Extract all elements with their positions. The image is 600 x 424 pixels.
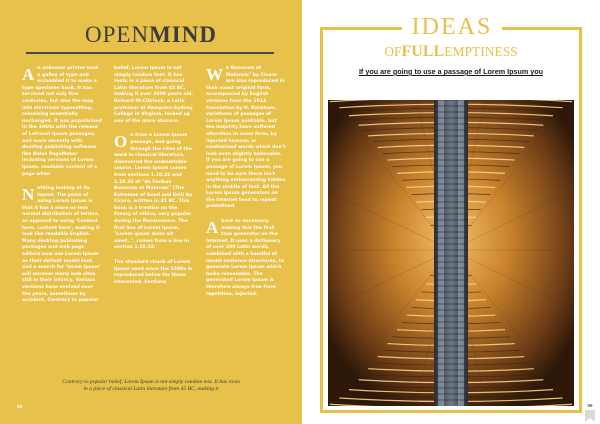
right-subheading: [320, 43, 582, 61]
paragraph: [206, 219, 286, 298]
paragraph: [114, 133, 194, 252]
right-subtitle: If you are going to use a passage of Lorem Ipsum you: [358, 67, 544, 76]
drop-cap: N: [22, 185, 35, 205]
right-heading: IDEAS: [402, 14, 502, 41]
page-number-right: 09: [587, 403, 593, 408]
drop-cap: A: [206, 218, 219, 238]
atrium-photo: [328, 100, 574, 406]
atrium-illustration: [328, 100, 574, 406]
text-column-2: [114, 66, 194, 294]
paragraph-text: n from a Lorem Ipsum passage, and going through the cites of the word in classical literature, discovered the undoubtable source. Lorem Ipsum comes from sections 1.10.32 and 1.10.33 of "de Finibus Bonorum et Malorum" (The Extremes of Good and Evil) by Cicero, written in 45 BC. This book is a treatise on the theory of ethics, very popular during the Renaissance. The first line of Lorem Ipsum, "Lorem ipsum dolor sit amet..", comes from a line in section 1.10.32.: [114, 133, 193, 251]
paragraph-text: n unknown printer took a galley of type and scrambled it to make a type specimen book. It has survived not only five centuries, but also the leap into electronic typesetting, remaining essentially unchanged. It was popularised in the 1960s with the release of Letraset Ipsum passages, and more recently with desktop publishing software like Aldus PageMaker including versions of Lorem Ipsum. readable content of a page when: [22, 66, 102, 177]
drop-cap: O: [114, 132, 128, 152]
paragraph: [22, 186, 102, 305]
text-column-1: [22, 66, 102, 313]
drop-cap: A: [22, 65, 35, 84]
title-bold: MIND: [149, 22, 217, 47]
title-divider: [26, 52, 274, 54]
paragraph-text: othing looking at its layout. The point of using Lorem Ipsum is that it has a more-or-less normal distribution of letters, as opposed to using 'Content here, content here', making it look like readable English. Many desktop publishing packages and web page editors now use Lorem Ipsum as their default model text, and a search for 'lorem ipsum' will uncover many web sites still in their infancy. Various versions have evolved over the years, sometimes by accident, Contrary to popular: [22, 186, 101, 304]
pull-quote: Contrary to popular belief, Lorem Ipsum is not simply random text. It has roots in a piece of classical Latin literature from 45 BC, making it: [62, 379, 240, 392]
paragraph-text: belief, Lorem Ipsum is not simply random text. It has roots in a piece of classical Latin literature from 45 BC, making it over 2000 years old. Richard McClintock, a Latin professor at Hampden-Sydney College in Virginia, looked up one of the more obscure.: [114, 66, 194, 124]
page-number-left: 08: [17, 404, 23, 409]
paragraph-text: The standard chunk of Lorem Ipsum used since the 1500s is reproduced below for those interested. Sections: [114, 260, 193, 285]
drop-cap: W: [206, 65, 223, 84]
subheading-part-1: OF: [384, 44, 402, 59]
paragraph-text: e Bonorum et Malorum" by Cicero are also reproduced in their exact original form, accompanied by English versions from the 1914 translation by H. Rackham. variations of passages of Lorem Ipsum available, but the majority have suffered alteration in some form, by injected humour, or randomised words which don't look even slightly believable. If you are going to use a passage of Lorem Ipsum, you need to be sure there isn't anything embarrassing hidden in the middle of text. All the Lorem Ipsum generators on the Internet tend to repeat predefined.: [206, 66, 286, 210]
page-title: [0, 22, 302, 48]
paragraph: [114, 260, 194, 286]
title-light: OPEN: [85, 22, 150, 47]
paragraph: [206, 66, 286, 211]
subheading-part-3: EMPTINESS: [444, 44, 518, 59]
paragraph-text: bout as necessary, making this the first true generator on the Internet. It uses a dictionary of over 200 Latin words, combined with a handful of model sentence structures, to generate Lorem Ipsum which looks reasonable. The generated Lorem Ipsum is therefore always free from repetition, injected.: [206, 219, 285, 297]
bookmark-icon: [583, 410, 597, 422]
paragraph: [114, 66, 194, 125]
subheading-part-2: FULL: [401, 43, 445, 60]
paragraph: [22, 66, 102, 178]
text-column-3: [206, 66, 286, 306]
